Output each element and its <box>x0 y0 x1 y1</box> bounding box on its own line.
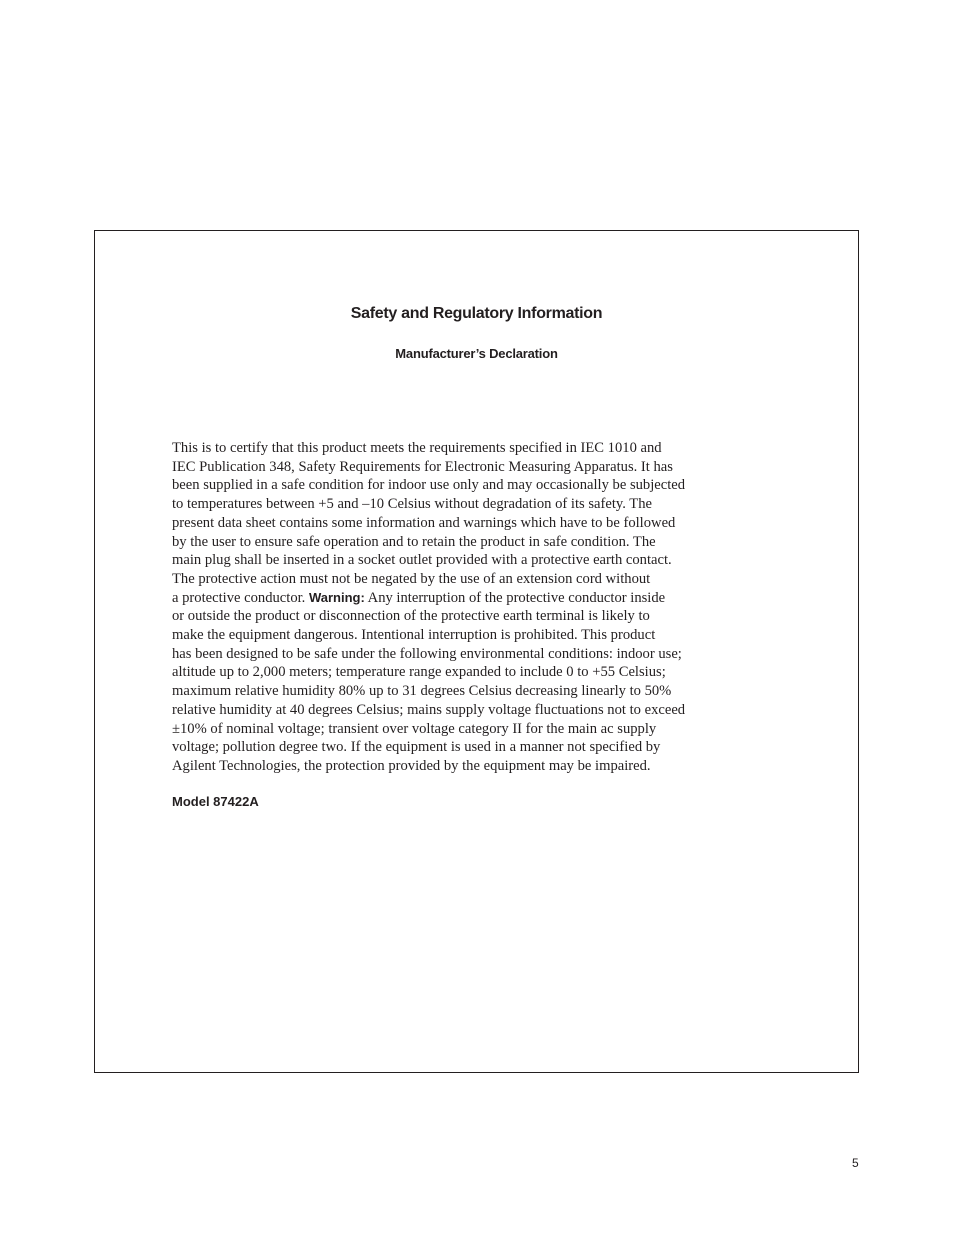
paragraph-line: or outside the product or disconnection of the protective earth terminal is likely to <box>172 608 650 625</box>
line-text: a protective conductor. <box>172 589 309 606</box>
paragraph-line: The protective action must not be negated by the use of an extension cord without <box>172 570 651 587</box>
paragraph-line: IEC Publication 348, Safety Requirements for Electronic Measuring Apparatus. It has <box>172 458 673 475</box>
paragraph-line: by the user to ensure safe operation and to retain the product in safe condition. The <box>172 533 656 550</box>
page-title: Safety and Regulatory Information <box>350 305 603 322</box>
paragraph-line: to temperatures between +5 and –10 Celsius without degradation of its safety. The <box>172 496 652 513</box>
paragraph-line: main plug shall be inserted in a socket outlet provided with a protective earth contact. <box>172 552 672 569</box>
warning-label: Warning: <box>308 589 365 605</box>
declaration-paragraph <box>172 439 792 776</box>
paragraph-line: present data sheet contains some information and warnings which have to be followed <box>172 514 676 531</box>
section-subtitle: Manufacturer’s Declaration <box>395 346 558 361</box>
paragraph-line: This is to certify that this product meets the requirements specified in IEC 1010 and <box>172 440 662 456</box>
line-text: Any interruption of the protective conductor inside <box>364 589 666 606</box>
declaration-box <box>94 230 859 1073</box>
paragraph-line: been supplied in a safe condition for indoor use only and may occasionally be subjected <box>172 477 686 494</box>
paragraph-line: altitude up to 2,000 meters; temperature range expanded to include 0 to +55 Celsius; <box>172 664 666 681</box>
paragraph-line: relative humidity at 40 degrees Celsius; mains supply voltage fluctuations not to exceed <box>172 701 686 718</box>
paragraph-line: make the equipment dangerous. Intentional interruption is prohibited. This product <box>172 627 656 644</box>
paragraph-line: maximum relative humidity 80% up to 31 degrees Celsius decreasing linearly to 50% <box>172 683 672 700</box>
paragraph-line: Agilent Technologies, the protection provided by the equipment may be impaired. <box>172 757 651 774</box>
page-number: 5 <box>852 1156 859 1170</box>
paragraph-line: ±10% of nominal voltage; transient over voltage category II for the main ac supply <box>172 720 657 737</box>
model-number: Model 87422A <box>172 794 259 809</box>
paragraph-line: voltage; pollution degree two. If the equipment is used in a manner not specified by <box>172 739 661 756</box>
paragraph-line-warning <box>172 589 792 608</box>
paragraph-line: has been designed to be safe under the following environmental conditions: indoor use; <box>172 645 682 662</box>
